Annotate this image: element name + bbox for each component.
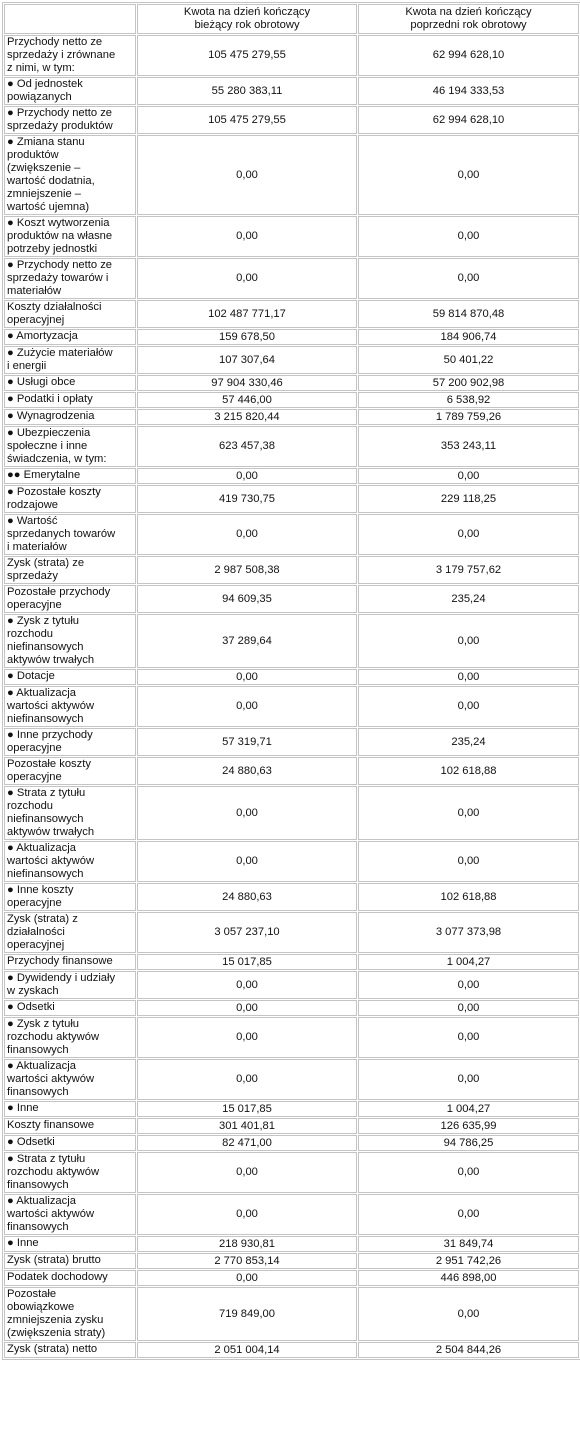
previous-year-value: 0,00 — [358, 1194, 579, 1235]
table-row — [4, 1236, 579, 1252]
row-label — [4, 392, 136, 408]
table-row — [4, 1342, 579, 1358]
table-row — [4, 1253, 579, 1269]
table-row — [4, 468, 579, 484]
previous-year-value: 0,00 — [358, 135, 579, 215]
row-label-line: Pozostałe — [7, 1288, 57, 1300]
row-label-line: finansowych — [7, 1179, 69, 1191]
row-label-line: ● Inne — [7, 1237, 39, 1249]
row-label-line: sprzedanych towarów — [7, 528, 116, 540]
row-label — [4, 77, 136, 105]
row-label — [4, 1342, 136, 1358]
table-row — [4, 1287, 579, 1341]
current-year-value: 0,00 — [137, 786, 357, 840]
current-year-value: 15 017,85 — [137, 954, 357, 970]
row-label-line: rozchodu aktywów — [7, 1166, 100, 1178]
row-label-line: sprzedaży i zrównane — [7, 49, 116, 61]
table-row — [4, 392, 579, 408]
row-label — [4, 954, 136, 970]
header-previous-line: Kwota na dzień kończący — [405, 6, 532, 18]
table-row — [4, 883, 579, 911]
row-label-line: (zwiększenie – — [7, 162, 81, 174]
row-label-line: ● Aktualizacja — [7, 1195, 76, 1207]
row-label-line: potrzeby jednostki — [7, 243, 98, 255]
previous-year-value: 2 504 844,26 — [358, 1342, 579, 1358]
row-label-line: produktów na własne — [7, 230, 113, 242]
row-label — [4, 614, 136, 668]
row-label-line: rozchodu — [7, 628, 54, 640]
current-year-value: 0,00 — [137, 1152, 357, 1193]
row-label-line: ● Aktualizacja — [7, 842, 76, 854]
current-year-value: 105 475 279,55 — [137, 35, 357, 76]
previous-year-value: 94 786,25 — [358, 1135, 579, 1151]
row-label-line: ●● Emerytalne — [7, 469, 81, 481]
row-label-line: w zyskach — [7, 985, 59, 997]
header-row — [4, 4, 579, 34]
row-label-line: Koszty działalności — [7, 301, 102, 313]
table-row — [4, 300, 579, 328]
row-label — [4, 728, 136, 756]
previous-year-value: 0,00 — [358, 971, 579, 999]
row-label-line: rozchodu aktywów — [7, 1031, 100, 1043]
row-label-line: wartości aktywów — [7, 1073, 95, 1085]
current-year-value: 57 446,00 — [137, 392, 357, 408]
table-row — [4, 426, 579, 467]
row-label-line: ● Koszt wytworzenia — [7, 217, 110, 229]
current-year-value: 102 487 771,17 — [137, 300, 357, 328]
row-label-line: Przychody finansowe — [7, 955, 113, 967]
row-label-line: ● Od jednostek — [7, 78, 83, 90]
row-label-line: Zysk (strata) ze — [7, 557, 85, 569]
row-label-line: ● Wartość — [7, 515, 58, 527]
row-label — [4, 1194, 136, 1235]
header-label-cell — [4, 4, 136, 34]
row-label — [4, 216, 136, 257]
current-year-value: 0,00 — [137, 468, 357, 484]
row-label-line: niefinansowych — [7, 713, 84, 725]
row-label-line: wartości aktywów — [7, 700, 95, 712]
row-label-line: ● Inne — [7, 1102, 39, 1114]
current-year-value: 82 471,00 — [137, 1135, 357, 1151]
row-label — [4, 669, 136, 685]
row-label-line: rozchodu — [7, 800, 54, 812]
previous-year-value: 6 538,92 — [358, 392, 579, 408]
table-row — [4, 757, 579, 785]
current-year-value: 301 401,81 — [137, 1118, 357, 1134]
current-year-value: 94 609,35 — [137, 585, 357, 613]
row-label — [4, 35, 136, 76]
row-label-line: operacyjne — [7, 742, 62, 754]
table-row — [4, 728, 579, 756]
row-label-line: aktywów trwałych — [7, 654, 95, 666]
row-label-line: i energii — [7, 360, 47, 372]
table-row — [4, 786, 579, 840]
current-year-value: 15 017,85 — [137, 1101, 357, 1117]
current-year-value: 719 849,00 — [137, 1287, 357, 1341]
current-year-value: 37 289,64 — [137, 614, 357, 668]
previous-year-value: 31 849,74 — [358, 1236, 579, 1252]
table-row — [4, 669, 579, 685]
row-label-line: wartość dodatnia, — [7, 175, 95, 187]
table-row — [4, 1017, 579, 1058]
row-label — [4, 485, 136, 513]
previous-year-value: 0,00 — [358, 1059, 579, 1100]
row-label-line: Przychody netto ze — [7, 36, 103, 48]
table-row — [4, 556, 579, 584]
row-label — [4, 1270, 136, 1286]
table-row — [4, 1118, 579, 1134]
previous-year-value: 62 994 628,10 — [358, 35, 579, 76]
row-label-line: Pozostałe przychody — [7, 586, 111, 598]
table-row — [4, 216, 579, 257]
row-label-line: materiałów — [7, 285, 62, 297]
row-label — [4, 514, 136, 555]
row-label — [4, 1135, 136, 1151]
current-year-value: 0,00 — [137, 1000, 357, 1016]
row-label-line: wartości aktywów — [7, 1208, 95, 1220]
row-label-line: produktów — [7, 149, 59, 161]
table-row — [4, 1194, 579, 1235]
previous-year-value: 0,00 — [358, 468, 579, 484]
row-label-line: ● Aktualizacja — [7, 1060, 76, 1072]
table-row — [4, 409, 579, 425]
row-label-line: sprzedaży — [7, 570, 58, 582]
table-row — [4, 346, 579, 374]
table-row — [4, 135, 579, 215]
previous-year-value: 0,00 — [358, 258, 579, 299]
previous-year-value: 0,00 — [358, 1152, 579, 1193]
previous-year-value: 0,00 — [358, 786, 579, 840]
previous-year-value: 46 194 333,53 — [358, 77, 579, 105]
row-label-line: Koszty finansowe — [7, 1119, 95, 1131]
current-year-value: 105 475 279,55 — [137, 106, 357, 134]
previous-year-value: 62 994 628,10 — [358, 106, 579, 134]
row-label-line: ● Przychody netto ze — [7, 107, 113, 119]
previous-year-value: 3 179 757,62 — [358, 556, 579, 584]
row-label-line: ● Aktualizacja — [7, 687, 76, 699]
row-label — [4, 585, 136, 613]
row-label — [4, 1017, 136, 1058]
row-label — [4, 329, 136, 345]
previous-year-value: 1 004,27 — [358, 954, 579, 970]
current-year-value: 623 457,38 — [137, 426, 357, 467]
row-label-line: Zysk (strata) netto — [7, 1343, 98, 1355]
row-label-line: ● Dotacje — [7, 670, 55, 682]
row-label-line: ● Strata z tytułu — [7, 1153, 86, 1165]
table-row — [4, 1152, 579, 1193]
current-year-value: 0,00 — [137, 669, 357, 685]
row-label-line: wartość ujemna) — [7, 201, 90, 213]
row-label — [4, 883, 136, 911]
row-label — [4, 1152, 136, 1193]
table-row — [4, 1059, 579, 1100]
row-label-line: ● Usługi obce — [7, 376, 76, 388]
current-year-value: 218 930,81 — [137, 1236, 357, 1252]
row-label-line: niefinansowych — [7, 641, 84, 653]
previous-year-value: 0,00 — [358, 216, 579, 257]
previous-year-value: 235,24 — [358, 728, 579, 756]
row-label — [4, 346, 136, 374]
current-year-value: 0,00 — [137, 216, 357, 257]
header-current-line: bieżący rok obrotowy — [194, 19, 300, 31]
previous-year-value: 59 814 870,48 — [358, 300, 579, 328]
row-label-line: operacyjnej — [7, 314, 65, 326]
row-label — [4, 1236, 136, 1252]
previous-year-value: 184 906,74 — [358, 329, 579, 345]
current-year-value: 2 770 853,14 — [137, 1253, 357, 1269]
current-year-value: 57 319,71 — [137, 728, 357, 756]
previous-year-value: 1 004,27 — [358, 1101, 579, 1117]
table-row — [4, 954, 579, 970]
current-year-value: 3 215 820,44 — [137, 409, 357, 425]
row-label — [4, 375, 136, 391]
row-label-line: finansowych — [7, 1086, 69, 1098]
previous-year-value: 57 200 902,98 — [358, 375, 579, 391]
previous-year-value: 0,00 — [358, 514, 579, 555]
table-row — [4, 1270, 579, 1286]
row-label-line: ● Inne przychody — [7, 729, 93, 741]
current-year-value: 159 678,50 — [137, 329, 357, 345]
row-label-line: wartości aktywów — [7, 855, 95, 867]
row-label — [4, 786, 136, 840]
row-label — [4, 841, 136, 882]
row-label-line: ● Podatki i opłaty — [7, 393, 93, 405]
row-label-line: operacyjne — [7, 897, 62, 909]
previous-year-value: 102 618,88 — [358, 757, 579, 785]
previous-year-value: 353 243,11 — [358, 426, 579, 467]
table-row — [4, 485, 579, 513]
table-row — [4, 375, 579, 391]
previous-year-value: 0,00 — [358, 686, 579, 727]
row-label-line: ● Zysk z tytułu — [7, 615, 80, 627]
row-label-line: działalności — [7, 926, 65, 938]
row-label — [4, 426, 136, 467]
current-year-value: 0,00 — [137, 841, 357, 882]
current-year-value: 0,00 — [137, 1059, 357, 1100]
table-row — [4, 329, 579, 345]
row-label — [4, 686, 136, 727]
header-previous-line: poprzedni rok obrotowy — [410, 19, 527, 31]
table-row — [4, 614, 579, 668]
income-statement-table — [2, 2, 580, 1360]
row-label-line: świadczenia, w tym: — [7, 453, 107, 465]
row-label — [4, 106, 136, 134]
previous-year-value: 1 789 759,26 — [358, 409, 579, 425]
row-label — [4, 300, 136, 328]
row-label-line: Zysk (strata) z — [7, 913, 78, 925]
current-year-value: 24 880,63 — [137, 757, 357, 785]
header-previous-year — [358, 4, 579, 34]
row-label — [4, 135, 136, 215]
previous-year-value: 0,00 — [358, 614, 579, 668]
row-label-line: sprzedaży towarów i — [7, 272, 109, 284]
row-label-line: ● Odsetki — [7, 1001, 55, 1013]
row-label-line: ● Zmiana stanu — [7, 136, 85, 148]
row-label-line: ● Odsetki — [7, 1136, 55, 1148]
table-row — [4, 912, 579, 953]
current-year-value: 0,00 — [137, 686, 357, 727]
row-label-line: Zysk (strata) brutto — [7, 1254, 101, 1266]
row-label — [4, 1059, 136, 1100]
row-label — [4, 971, 136, 999]
current-year-value: 0,00 — [137, 1194, 357, 1235]
row-label — [4, 409, 136, 425]
table-row — [4, 514, 579, 555]
table-row — [4, 1101, 579, 1117]
current-year-value: 3 057 237,10 — [137, 912, 357, 953]
row-label-line: finansowych — [7, 1044, 69, 1056]
current-year-value: 0,00 — [137, 514, 357, 555]
current-year-value: 419 730,75 — [137, 485, 357, 513]
row-label — [4, 757, 136, 785]
row-label — [4, 556, 136, 584]
current-year-value: 2 987 508,38 — [137, 556, 357, 584]
row-label-line: Pozostałe koszty — [7, 758, 91, 770]
row-label — [4, 912, 136, 953]
row-label-line: ● Przychody netto ze — [7, 259, 113, 271]
current-year-value: 0,00 — [137, 1270, 357, 1286]
row-label-line: sprzedaży produktów — [7, 120, 113, 132]
row-label — [4, 1253, 136, 1269]
row-label — [4, 1287, 136, 1341]
row-label-line: ● Pozostałe koszty — [7, 486, 101, 498]
row-label-line: ● Inne koszty — [7, 884, 74, 896]
row-label-line: rodzajowe — [7, 499, 58, 511]
table-row — [4, 106, 579, 134]
row-label-line: ● Dywidendy i udziały — [7, 972, 116, 984]
previous-year-value: 229 118,25 — [358, 485, 579, 513]
row-label-line: zmniejszenie – — [7, 188, 81, 200]
previous-year-value: 0,00 — [358, 1287, 579, 1341]
row-label-line: ● Amortyzacja — [7, 330, 78, 342]
row-label-line: ● Zużycie materiałów — [7, 347, 113, 359]
row-label-line: z nimi, w tym: — [7, 62, 75, 74]
row-label-line: powiązanych — [7, 91, 72, 103]
row-label-line: Podatek dochodowy — [7, 1271, 108, 1283]
row-label-line: zmniejszenia zysku — [7, 1314, 104, 1326]
previous-year-value: 235,24 — [358, 585, 579, 613]
previous-year-value: 0,00 — [358, 669, 579, 685]
table-row — [4, 258, 579, 299]
header-current-line: Kwota na dzień kończący — [183, 6, 311, 18]
row-label-line: niefinansowych — [7, 813, 84, 825]
table-row — [4, 841, 579, 882]
row-label-line: społeczne i inne — [7, 440, 88, 452]
previous-year-value: 3 077 373,98 — [358, 912, 579, 953]
row-label — [4, 1101, 136, 1117]
row-label-line: obowiązkowe — [7, 1301, 75, 1313]
previous-year-value: 446 898,00 — [358, 1270, 579, 1286]
current-year-value: 0,00 — [137, 258, 357, 299]
row-label-line: operacyjne — [7, 599, 62, 611]
row-label-line: operacyjne — [7, 771, 62, 783]
previous-year-value: 0,00 — [358, 1000, 579, 1016]
row-label — [4, 1000, 136, 1016]
previous-year-value: 102 618,88 — [358, 883, 579, 911]
table-row — [4, 35, 579, 76]
previous-year-value: 0,00 — [358, 1017, 579, 1058]
row-label-line: aktywów trwałych — [7, 826, 95, 838]
row-label — [4, 1118, 136, 1134]
row-label-line: finansowych — [7, 1221, 69, 1233]
current-year-value: 107 307,64 — [137, 346, 357, 374]
current-year-value: 2 051 004,14 — [137, 1342, 357, 1358]
row-label-line: ● Zysk z tytułu — [7, 1018, 80, 1030]
current-year-value: 97 904 330,46 — [137, 375, 357, 391]
row-label-line: (zwiększenia straty) — [7, 1327, 106, 1339]
current-year-value: 0,00 — [137, 135, 357, 215]
previous-year-value: 0,00 — [358, 841, 579, 882]
row-label-line: ● Ubezpieczenia — [7, 427, 91, 439]
table-row — [4, 971, 579, 999]
table-row — [4, 1135, 579, 1151]
row-label-line: ● Strata z tytułu — [7, 787, 86, 799]
header-current-year — [137, 4, 357, 34]
current-year-value: 24 880,63 — [137, 883, 357, 911]
row-label-line: i materiałów — [7, 541, 67, 553]
table-row — [4, 585, 579, 613]
row-label-line: operacyjnej — [7, 939, 65, 951]
table-body — [4, 35, 579, 1358]
current-year-value: 55 280 383,11 — [137, 77, 357, 105]
table-row — [4, 1000, 579, 1016]
row-label-line: niefinansowych — [7, 868, 84, 880]
row-label-line: ● Wynagrodzenia — [7, 410, 95, 422]
row-label — [4, 258, 136, 299]
current-year-value: 0,00 — [137, 971, 357, 999]
previous-year-value: 126 635,99 — [358, 1118, 579, 1134]
previous-year-value: 50 401,22 — [358, 346, 579, 374]
previous-year-value: 2 951 742,26 — [358, 1253, 579, 1269]
table-row — [4, 77, 579, 105]
table-row — [4, 686, 579, 727]
row-label — [4, 468, 136, 484]
current-year-value: 0,00 — [137, 1017, 357, 1058]
